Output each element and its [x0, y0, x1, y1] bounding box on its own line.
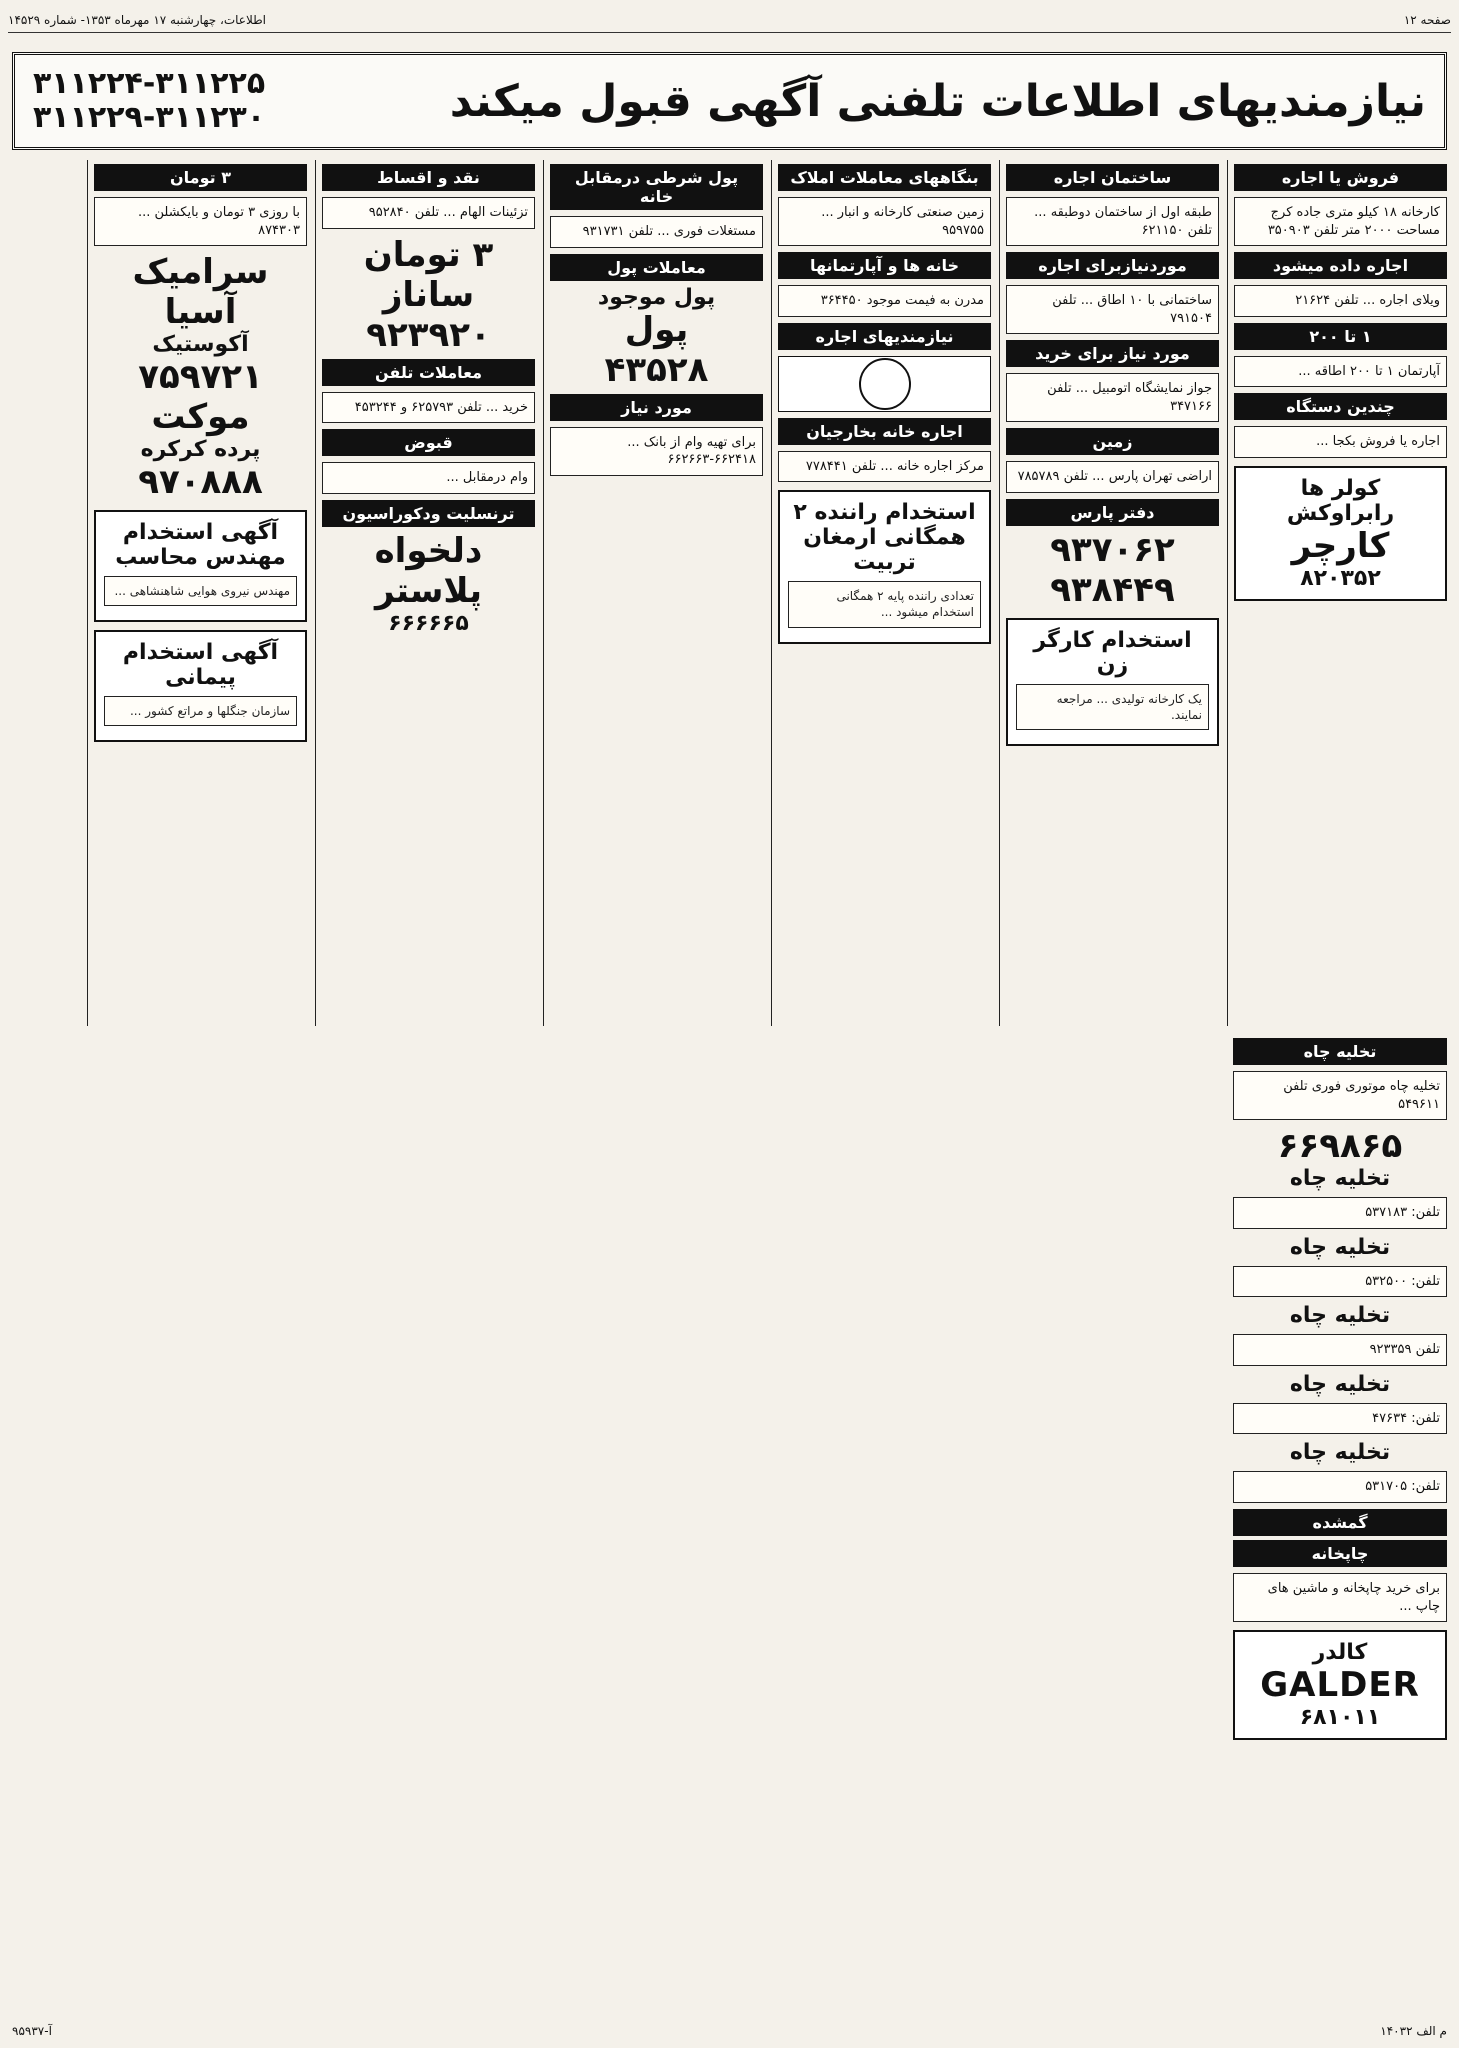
- section-head: فروش یا اجاره: [1234, 164, 1447, 191]
- ad-box: [1234, 466, 1447, 601]
- footer-left: آ-۹۵۹۳۷: [12, 2024, 52, 2038]
- section-head: چندین دستگاه: [1234, 393, 1447, 420]
- ad-heading-big: پول: [624, 309, 689, 350]
- ad-phone: ۶۶۶۶۶۵: [388, 610, 469, 636]
- big-phone: ۹۲۳۹۲۰: [366, 314, 491, 355]
- ad-heading: تخلیه چاه: [1289, 1440, 1391, 1466]
- ad-box-line-2: کارچر: [1291, 525, 1390, 566]
- emblem-icon: [859, 358, 911, 410]
- section-head: بنگاههای معاملات املاک: [778, 164, 991, 191]
- ad: تلفن: ۵۳۷۱۸۳: [1233, 1197, 1447, 1229]
- ad: طبقه اول از ساختمان دوطبقه ... تلفن ۶۲۱۱۵۰: [1006, 197, 1219, 246]
- ad-box: [778, 490, 991, 643]
- section-head: مورد نیاز: [550, 394, 763, 421]
- ad-box-title: آگهی استخدام پیمانی: [122, 640, 279, 691]
- ad: وام درمقابل ...: [322, 462, 535, 494]
- section-head: معاملات تلفن: [322, 359, 535, 386]
- banner-phones-line-1: ۳۱۱۲۲۴-۳۱۱۲۲۵: [33, 66, 266, 101]
- page-footer: [12, 2024, 1447, 2042]
- section-head: موردنیازبرای اجاره: [1006, 252, 1219, 279]
- brand-phone: ۶۸۱۰۱۱: [1299, 1705, 1381, 1731]
- ad-box-phone: ۸۲۰۳۵۲: [1300, 565, 1381, 591]
- ad: زمین صنعتی کارخانه و انبار ... ۹۵۹۷۵۵: [778, 197, 991, 246]
- ad: تلفن: ۴۷۶۳۴: [1233, 1403, 1447, 1435]
- ad-heading-big: پلاستر: [374, 570, 483, 611]
- section-head: زمین: [1006, 428, 1219, 455]
- big-phone: ۹۳۷۰۶۲: [1050, 529, 1175, 570]
- section-head: تخلیه چاه: [1233, 1038, 1447, 1065]
- footer-right: م الف ۱۴۰۳۲: [1380, 2024, 1447, 2038]
- ad: برای خرید چاپخانه و ماشین های چاپ ...: [1233, 1573, 1447, 1622]
- ad: اجاره یا فروش بکجا ...: [1234, 426, 1447, 458]
- ad-heading: تخلیه چاه: [1289, 1371, 1391, 1397]
- ad-heading-big: ساناز: [382, 274, 475, 315]
- column-6: [87, 160, 307, 1026]
- ad-box-title: آگهی استخدام مهندس محاسب: [115, 520, 286, 571]
- ad-logo: [778, 356, 991, 412]
- ad: ساختمانی با ۱۰ اطاق ... تلفن ۷۹۱۵۰۴: [1006, 285, 1219, 334]
- section-head: پول شرطی درمقابل خانه: [550, 164, 763, 210]
- ad-box-text: سازمان جنگلها و مراتع کشور ...: [104, 696, 297, 726]
- column-4: [543, 160, 763, 1026]
- ad-box-title: استخدام راننده ۲ همگانی ارمغان تربیت: [793, 500, 976, 576]
- ad-heading: تخلیه چاه: [1289, 1166, 1391, 1192]
- big-phone: ۹۳۸۴۴۹: [1050, 569, 1175, 610]
- ad: تخلیه چاه موتوری فوری تلفن ۵۴۹۶۱۱: [1233, 1071, 1447, 1120]
- classifieds-grid: [12, 160, 1447, 2020]
- ad: تلفن: ۵۳۲۵۰۰: [1233, 1266, 1447, 1298]
- ad-box-title: استخدام کارگر زن: [1033, 627, 1192, 678]
- section-head: نقد و اقساط: [322, 164, 535, 191]
- column-3: [771, 160, 991, 1026]
- ad: کارخانه ۱۸ کیلو متری جاده کرج مساحت ۲۰۰۰ متر تلفن ۳۵۰۹۰۳: [1234, 197, 1447, 246]
- section-head: نیازمندیهای اجاره: [778, 323, 991, 350]
- section-head: ترنسلیت ودکوراسیون: [322, 500, 535, 527]
- section-head: ۱ تا ۲۰۰: [1234, 323, 1447, 350]
- banner-phones-line-2: ۳۱۱۲۲۹-۳۱۱۲۳۰: [33, 100, 266, 135]
- section-head: معاملات پول: [550, 254, 763, 281]
- ad: آپارتمان ۱ تا ۲۰۰ اطاقه ...: [1234, 356, 1447, 388]
- brand-persian: کالدر: [1312, 1640, 1368, 1666]
- ad-box-line-1: کولر ها رابراوکش: [1286, 475, 1395, 526]
- ad-box: [94, 510, 307, 622]
- ad-box: [1006, 618, 1219, 746]
- ad-heading: آکوستیک: [152, 332, 249, 358]
- ad: مدرن به فیمت موجود ۳۶۴۴۵۰: [778, 285, 991, 317]
- ad-heading-big: موکت: [151, 397, 250, 438]
- ad-heading: پول موجود: [597, 284, 716, 310]
- section-head: اجاره خانه بخارجیان: [778, 418, 991, 445]
- ad-heading: تخلیه چاه: [1289, 1303, 1391, 1329]
- brand-latin: GALDER: [1260, 1665, 1420, 1706]
- page-number: صفحه ۱۲: [1403, 13, 1451, 27]
- big-phone: ۴۳۵۲۸: [604, 349, 709, 390]
- ad: تزئینات الهام ... تلفن ۹۵۲۸۴۰: [322, 197, 535, 229]
- ad: با روزی ۳ تومان و بایکشلن ... ۸۷۴۳۰۳: [94, 197, 307, 246]
- big-phone: ۷۵۹۷۲۱: [138, 357, 263, 398]
- column-2: [999, 160, 1219, 1026]
- ad: مرکز اجاره خانه ... تلفن ۷۷۸۴۴۱: [778, 451, 991, 483]
- ad: مستغلات فوری ... تلفن ۹۳۱۷۳۱: [550, 216, 763, 248]
- section-head: خانه ها و آپارتمانها: [778, 252, 991, 279]
- ad-heading: پرده کرکره: [140, 437, 261, 463]
- banner-title: نیازمندیهای اطلاعات تلفنی آگهی قبول میکند: [449, 75, 1426, 127]
- ad-box: [94, 630, 307, 742]
- ad-heading-big: سرامیک آسیا: [132, 252, 269, 333]
- ad-box-text: مهندس نیروی هوایی شاهنشاهی ...: [104, 576, 297, 606]
- ad: تلفن ۹۲۳۳۵۹: [1233, 1334, 1447, 1366]
- section-head: ۳ تومان: [94, 164, 307, 191]
- column-1: [1227, 160, 1447, 1026]
- section-head: چاپخانه: [1233, 1540, 1447, 1567]
- ad: برای تهیه وام از بانک ... ۶۶۲۴۱۸-۶۶۲۶۶۳: [550, 427, 763, 476]
- ad: خرید ... تلفن ۶۲۵۷۹۳ و ۴۵۳۲۴۴: [322, 392, 535, 424]
- ad-heading-big: ۳ تومان: [363, 234, 494, 275]
- ad: اراضی تهران پارس ... تلفن ۷۸۵۷۸۹: [1006, 461, 1219, 493]
- column-7: [1227, 1034, 1447, 2020]
- brand-box: [1233, 1630, 1447, 1740]
- banner-phones: [33, 67, 265, 135]
- page-topline: [8, 8, 1451, 33]
- ad: تلفن: ۵۳۱۷۰۵: [1233, 1471, 1447, 1503]
- ad-box-text: یک کارخانه تولیدی ... مراجعه نمایند.: [1016, 684, 1209, 730]
- section-head: گمشده: [1233, 1509, 1447, 1536]
- section-head: مورد نیاز برای خرید: [1006, 340, 1219, 367]
- masthead: اطلاعات، چهارشنبه ۱۷ مهرماه ۱۳۵۳- شماره ۱۴۵۲۹: [8, 13, 266, 27]
- big-phone: ۶۶۹۸۶۵: [1277, 1126, 1403, 1167]
- big-phone: ۹۷۰۸۸۸: [138, 462, 263, 503]
- ad-box-text: تعدادی راننده پایه ۲ همگانی استخدام میشود ...: [788, 581, 981, 627]
- section-head: ساختمان اجاره: [1006, 164, 1219, 191]
- ad-heading-big: دلخواه: [374, 530, 483, 571]
- section-head: قبوض: [322, 429, 535, 456]
- ad: ویلای اجاره ... تلفن ۲۱۶۲۴: [1234, 285, 1447, 317]
- top-banner: [12, 52, 1447, 150]
- ad-heading: تخلیه چاه: [1289, 1234, 1391, 1260]
- section-head: اجاره داده میشود: [1234, 252, 1447, 279]
- ad: جواز نمایشگاه اتومبیل ... تلفن ۳۴۷۱۶۶: [1006, 373, 1219, 422]
- section-head: دفتر پارس: [1006, 499, 1219, 526]
- column-5: [315, 160, 535, 1026]
